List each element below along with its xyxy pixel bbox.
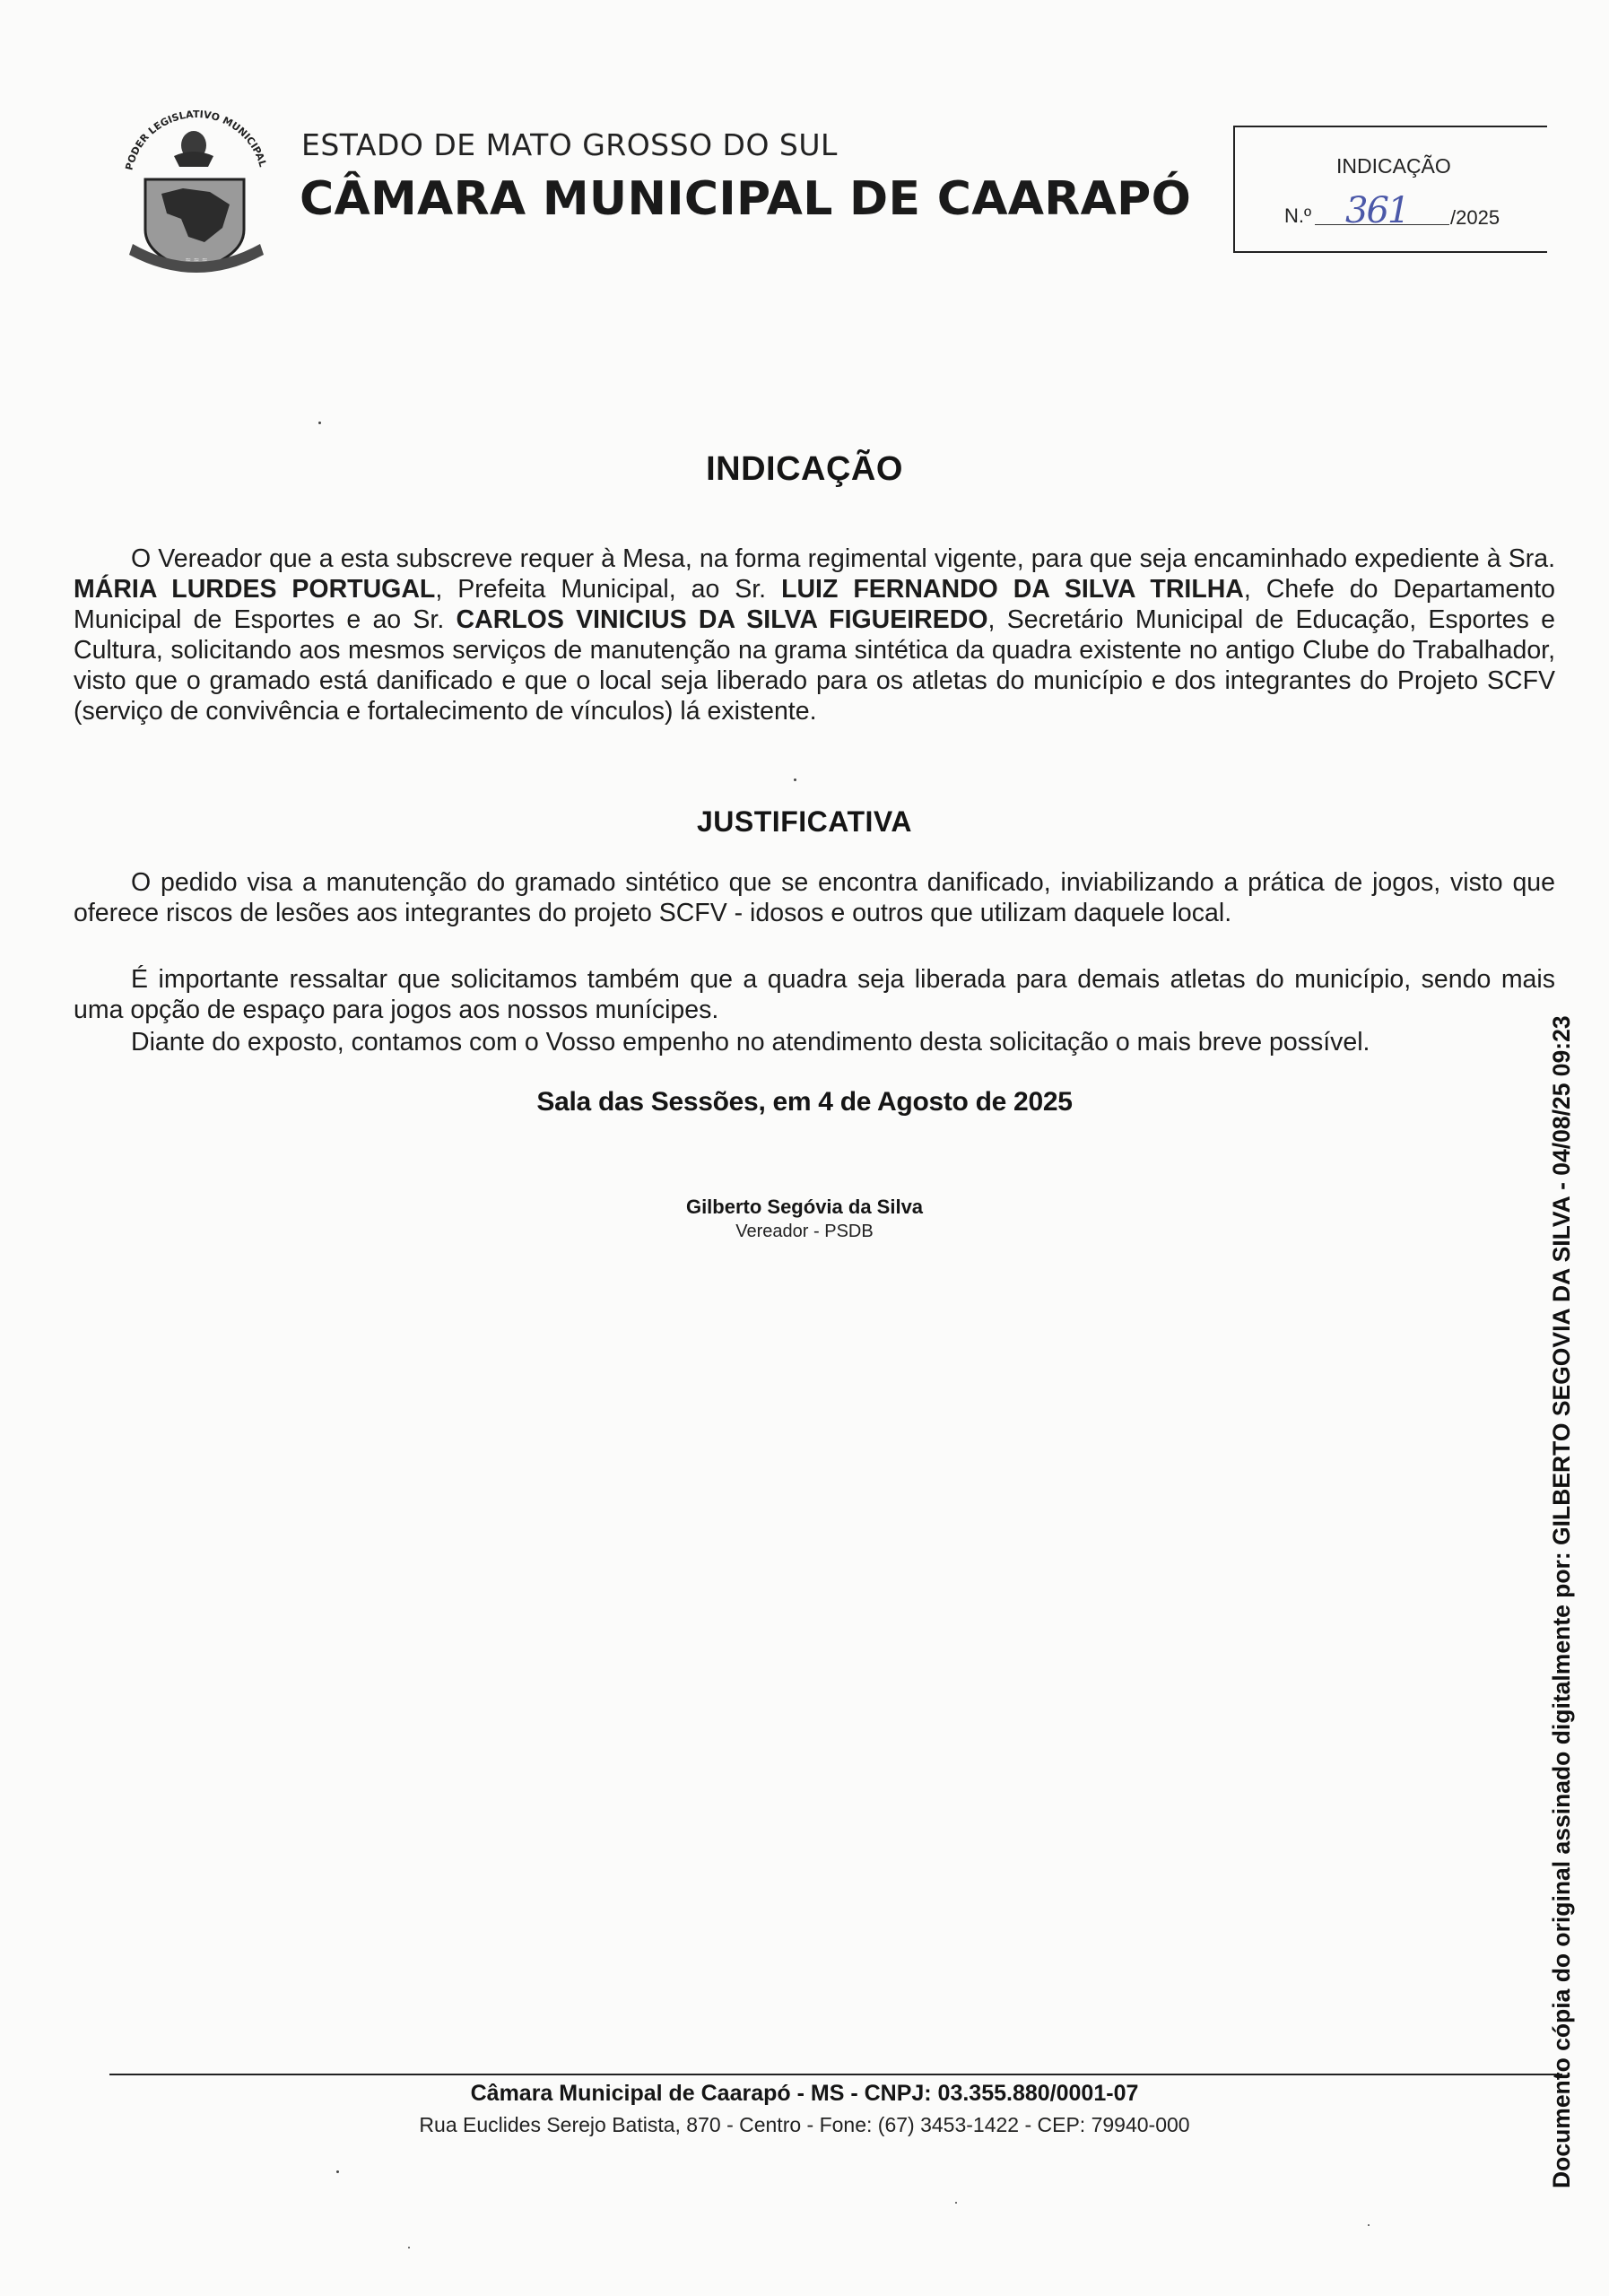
recipient-name-1: MÁRIA LURDES PORTUGAL bbox=[74, 575, 436, 604]
scan-speck bbox=[955, 2202, 957, 2204]
request-text-d: , Secretário Municipal de Educação, Esportes e Cultura, solicitando aos mesmos serviços de manutenção na grama sintética da quadra existente no antigo Clube do Trabalhador, visto que o gramado está danificado e que o local seja liberado para os atletas do município e dos integrantes do Projeto SCFV (serviço de convivência e fortalecimento de vínculos) lá existente. bbox=[74, 605, 1555, 726]
indication-number-label: INDICAÇÃO bbox=[1336, 154, 1451, 178]
recipient-name-3: CARLOS VINICIUS DA SILVA FIGUEIREDO bbox=[456, 605, 988, 634]
justification-text-1: O pedido visa a manutenção do gramado sintético que se encontra danificado, inviabilizando a prática de jogos, visto que oferece riscos de lesões aos integrantes do projeto SCFV - idosos e outros que utilizam daquele local. bbox=[74, 868, 1555, 927]
footer-address: Rua Euclides Serejo Batista, 870 - Centro - Fone: (67) 3453-1422 - CEP: 79940-000 bbox=[419, 2113, 1190, 2136]
municipal-seal-icon bbox=[115, 100, 278, 280]
justification-heading: JUSTIFICATIVA bbox=[697, 805, 912, 838]
justification-text-3: Diante do exposto, contamos com o Vosso empenho no atendimento desta solicitação o mais breve possível. bbox=[131, 1028, 1370, 1057]
footer-institution: Câmara Municipal de Caarapó - MS - CNPJ: 03.355.880/0001-07 bbox=[470, 2081, 1139, 2106]
indication-number-box bbox=[1233, 126, 1547, 253]
indication-number-year: /2025 bbox=[1450, 206, 1500, 229]
indication-number-prefix: N.º bbox=[1284, 204, 1312, 227]
scan-speck bbox=[794, 778, 796, 781]
request-paragraph bbox=[74, 544, 1555, 726]
justification-paragraph-3 bbox=[74, 1027, 1555, 1057]
scan-speck bbox=[408, 2247, 410, 2248]
justification-text-2: É importante ressaltar que solicitamos também que a quadra seja liberada para demais atletas do município, sendo mais uma opção de espaço para jogos aos nossos munícipes. bbox=[74, 965, 1555, 1024]
justification-paragraph-1 bbox=[74, 867, 1555, 928]
document-title: INDICAÇÃO bbox=[706, 450, 903, 488]
state-name: ESTADO DE MATO GROSSO DO SUL bbox=[301, 127, 838, 162]
signer-role: Vereador - PSDB bbox=[735, 1222, 874, 1241]
seal-text-path: PODER LEGISLATIVO MUNICIPAL bbox=[123, 108, 269, 172]
footer-divider bbox=[109, 2074, 1562, 2075]
justification-paragraph-2 bbox=[74, 964, 1555, 1025]
chamber-name: CÂMARA MUNICIPAL DE CAARAPÓ bbox=[300, 172, 1192, 226]
recipient-name-2: LUIZ FERNANDO DA SILVA TRILHA bbox=[781, 575, 1244, 604]
request-text-b: , Prefeita Municipal, ao Sr. bbox=[435, 575, 782, 604]
scan-speck bbox=[318, 422, 321, 424]
indication-number-handwritten: 361 bbox=[1345, 190, 1409, 231]
place-and-date: Sala das Sessões, em 4 de Agosto de 2025 bbox=[536, 1087, 1073, 1117]
svg-text:≈ ≈ ≈: ≈ ≈ ≈ bbox=[185, 256, 208, 264]
scan-speck bbox=[1368, 2224, 1370, 2226]
request-text-a: O Vereador que a esta subscreve requer à Mesa, na forma regimental vigente, para que seja encaminhado expediente à Sra. bbox=[131, 544, 1555, 573]
request-text-c: , Chefe do Departamento Municipal de Esportes e ao Sr. bbox=[74, 575, 1556, 634]
signer-name: Gilberto Segóvia da Silva bbox=[685, 1196, 924, 1218]
digital-signature-stamp: Documento cópia do original assinado digitalmente por: GILBERTO SEGOVIA DA SILVA - 04/08/25 09:23 bbox=[1548, 1015, 1575, 2188]
scan-speck bbox=[336, 2170, 339, 2173]
